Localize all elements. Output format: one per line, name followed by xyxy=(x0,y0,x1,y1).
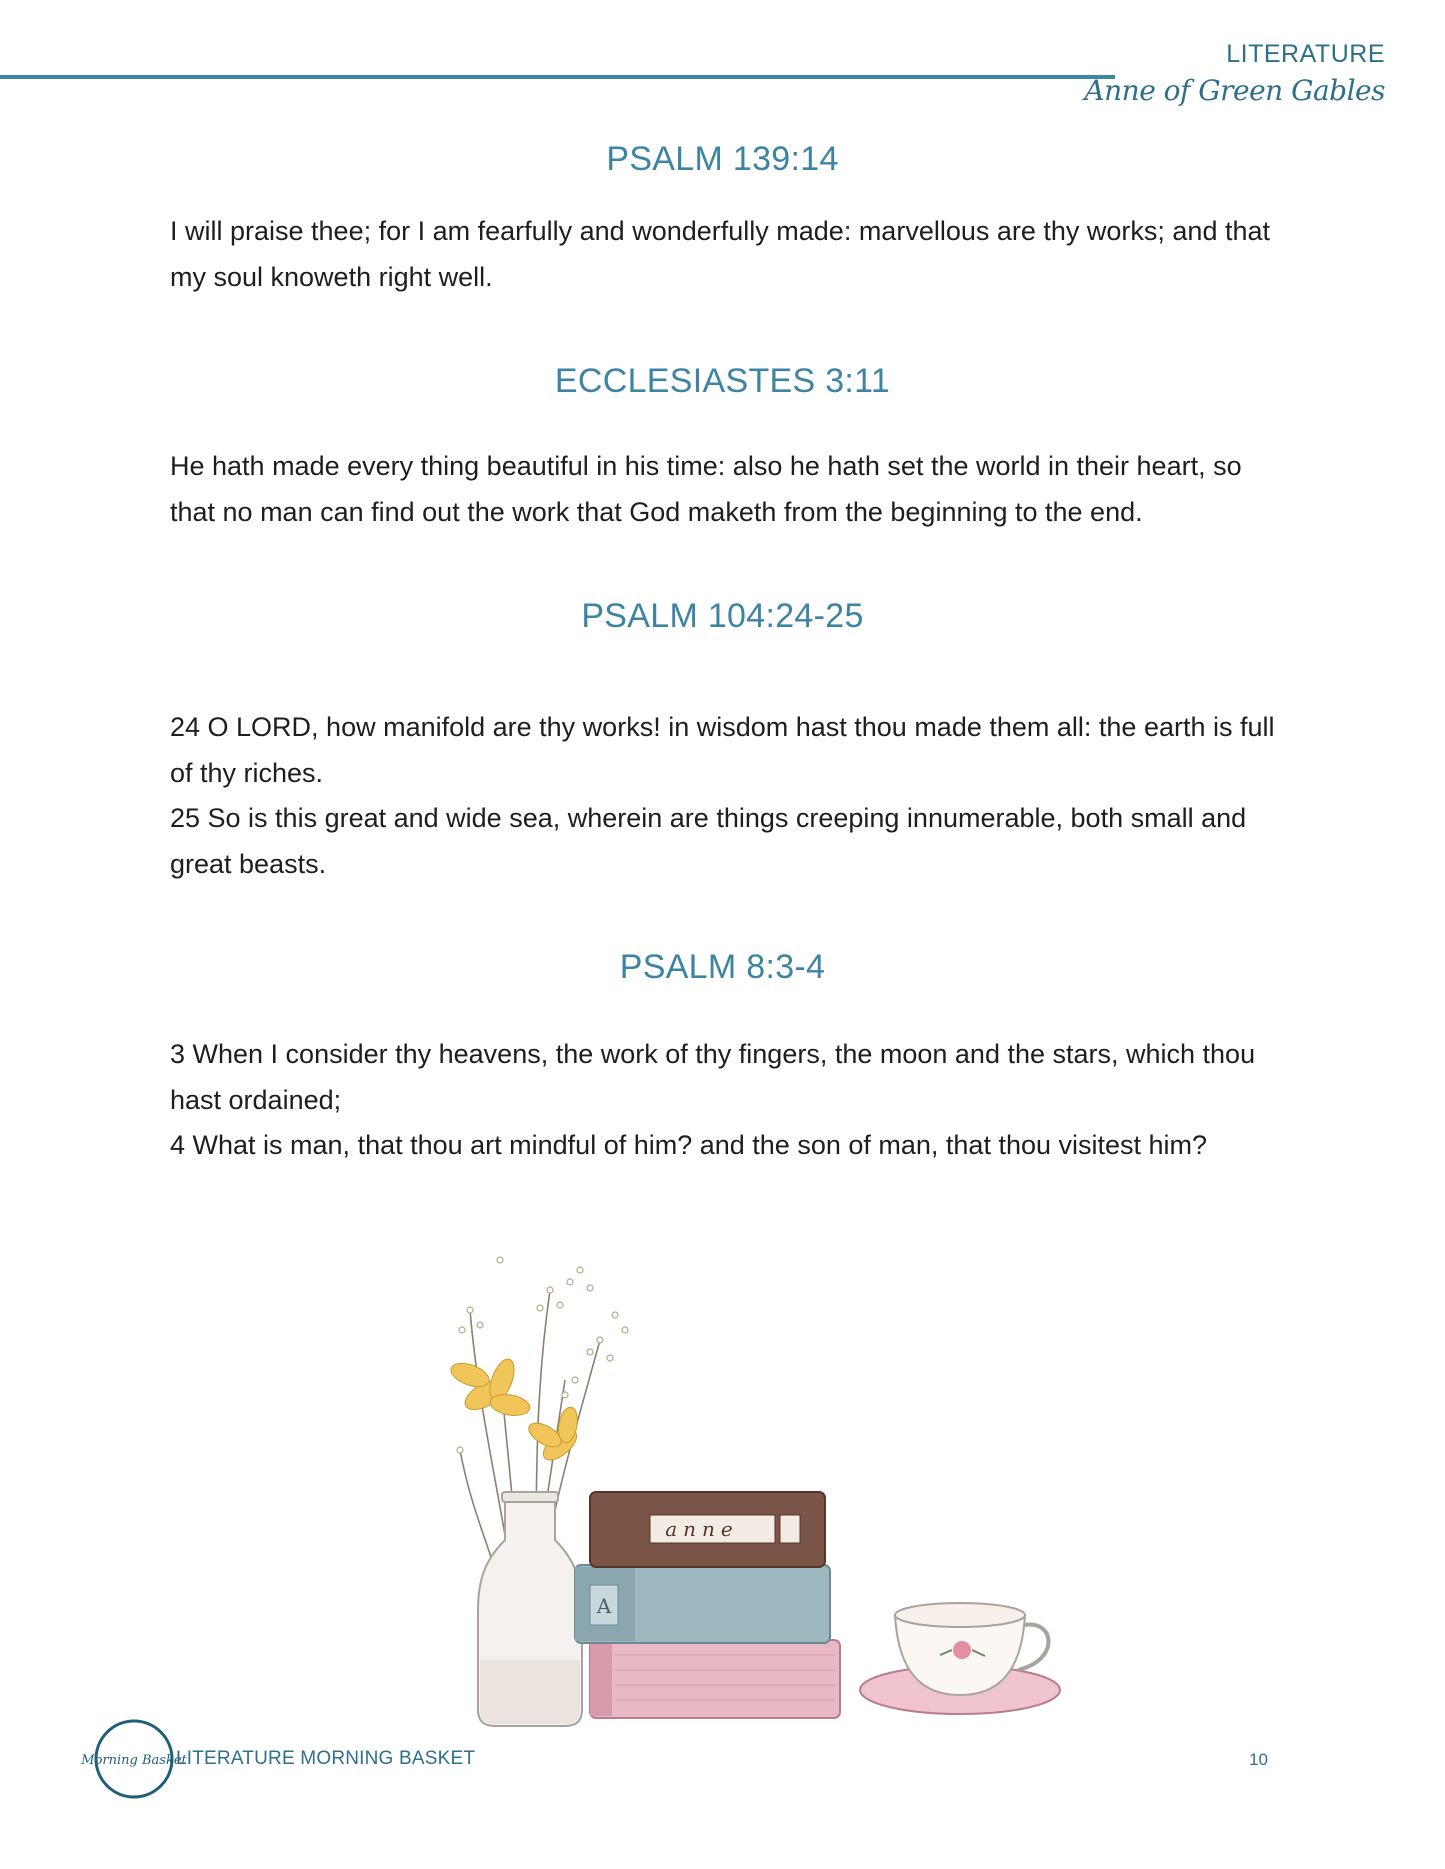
passage-text xyxy=(170,444,1290,535)
teacup-icon xyxy=(860,1603,1060,1714)
verse-paragraph: 3 When I consider thy heavens, the work of thy fingers, the moon and the stars, which thou hast ordained; xyxy=(170,1039,1256,1115)
book-stack-icon xyxy=(575,1492,840,1718)
logo-text: Morning Basket xyxy=(81,1753,187,1768)
glass-vase-icon xyxy=(478,1492,582,1726)
verse-paragraph: I will praise thee; for I am fearfully and wonderfully made: marvellous are thy works; and that my soul knoweth right well. xyxy=(170,216,1270,292)
passage-title: PSALM 104:24-25 xyxy=(581,597,864,635)
passage-title: PSALM 139:14 xyxy=(606,140,839,178)
verse-paragraph: He hath made every thing beautiful in his time: also he hath set the world in their heart, so that no man can find out the work that God maketh from the beginning to the end. xyxy=(170,451,1242,527)
morning-basket-logo xyxy=(81,1718,187,1800)
page-number: 10 xyxy=(1249,1750,1268,1769)
passage-title: ECCLESIASTES 3:11 xyxy=(554,362,891,400)
passage-text xyxy=(170,1032,1290,1169)
verse-paragraph: 25 So is this great and wide sea, wherein are things creeping innumerable, both small and great beasts. xyxy=(170,803,1247,879)
footer-label: LITERATURE MORNING BASKET xyxy=(176,1748,476,1769)
book-spine-text: anne xyxy=(665,1517,739,1541)
verse-paragraph: 4 What is man, that thou art mindful of him? and the son of man, that thou visitest him? xyxy=(170,1130,1208,1160)
yellow-flower-icon xyxy=(448,1356,582,1466)
book-letter: A xyxy=(596,1594,612,1618)
header-rule xyxy=(0,75,1115,79)
header-book-title: Anne of Green Gables xyxy=(1084,74,1385,107)
passage-title: PSALM 8:3-4 xyxy=(619,948,826,986)
books-teacup-illustration xyxy=(440,1230,1100,1730)
verse-paragraph: 24 O LORD, how manifold are thy works! in wisdom hast thou made them all: the earth is full of thy riches. xyxy=(170,712,1275,788)
passage-text xyxy=(170,209,1290,300)
header-section-label: LITERATURE xyxy=(1226,40,1385,68)
passage-text xyxy=(170,705,1290,887)
